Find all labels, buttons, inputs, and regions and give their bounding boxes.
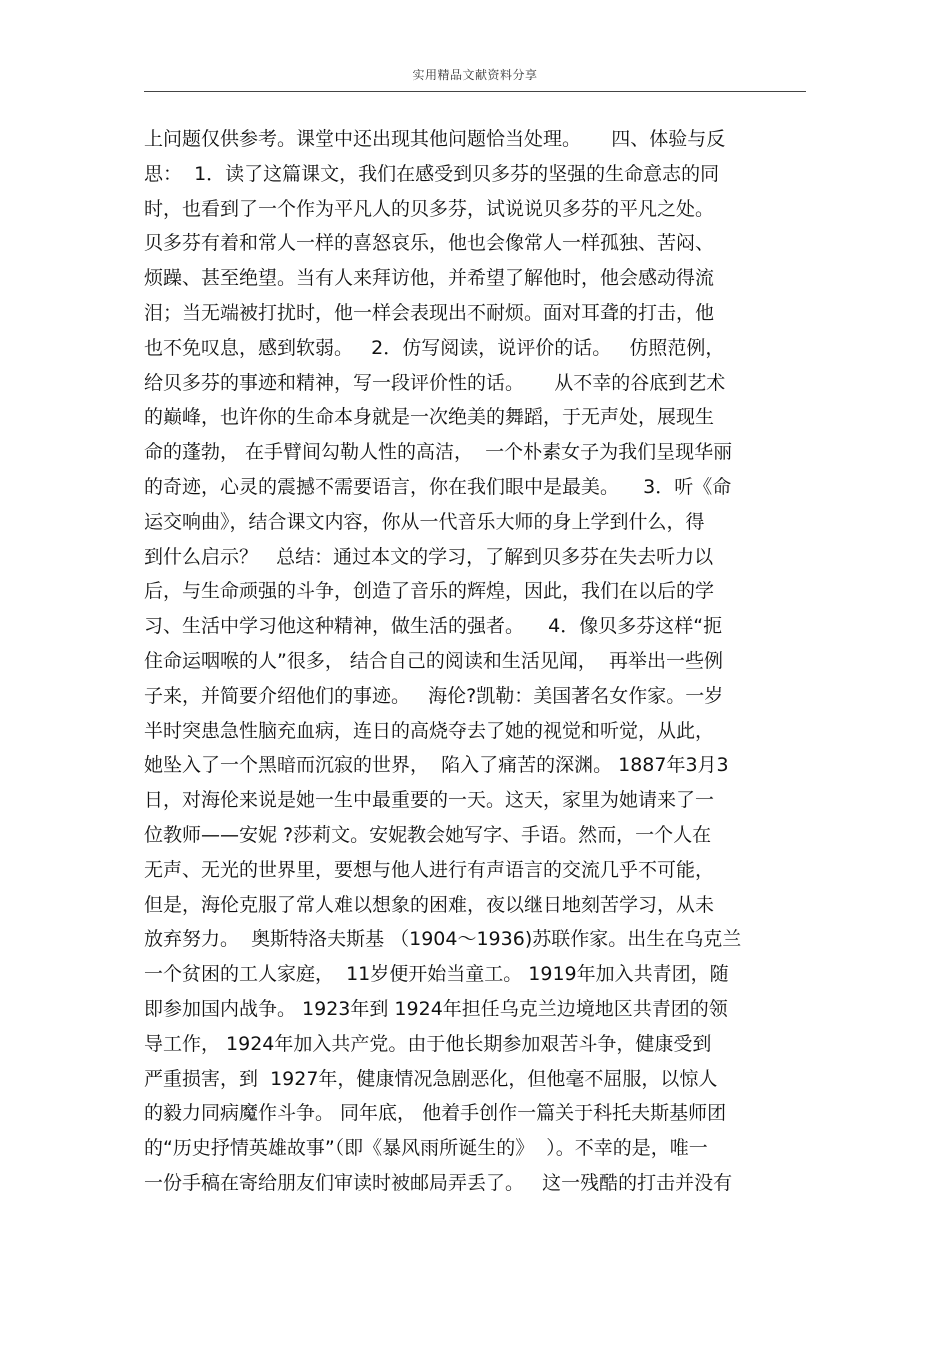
page-header: 实用精品文献资料分享 xyxy=(412,68,538,82)
text-line: 贝多芬有着和常人一样的喜怒哀乐，他也会像常人一样孤独、苦闷、 xyxy=(144,232,715,255)
text-line: 导工作， 1924年加入共产党。由于他长期参加艰苦斗争，健康受到 xyxy=(144,1032,712,1055)
text-line: 日，对海伦来说是她一生中最重要的一天。这天，家里为她请来了一 xyxy=(144,789,715,812)
text-line: 思： 1．读了这篇课文，我们在感受到贝多芬的坚强的生命意志的同 xyxy=(144,162,720,185)
text-line: 子来，并简要介绍他们的事迹。 海伦?凯勒：美国著名女作家。一岁 xyxy=(144,684,724,707)
text-line: 即参加国内战争。 1923年到 1924年担任乌克兰边境地区共青团的领 xyxy=(144,997,728,1020)
text-line: 的“历史抒情英雄故事”（即《暴风雨所诞生的》 ）。不幸的是，唯一 xyxy=(144,1137,708,1160)
text-line: 习、生活中学习他这种精神，做生活的强者。 4．像贝多芬这样“扼 xyxy=(144,615,723,638)
text-line: 住命运咽喉的人”很多， 结合自己的阅读和生活见闻， 再举出一些例 xyxy=(144,649,723,672)
text-line: 一个贫困的工人家庭， 11岁便开始当童工。 1919年加入共青团，随 xyxy=(144,963,729,986)
text-line: 的巅峰，也许你的生命本身就是一次绝美的舞蹈，于无声处，展现生 xyxy=(144,406,715,429)
text-line: 但是，海伦克服了常人难以想象的困难，夜以继日地刻苦学习，从未 xyxy=(144,893,715,916)
text-line: 烦躁、甚至绝望。当有人来拜访他，并希望了解他时，他会感动得流 xyxy=(144,267,715,290)
text-line: 严重损害，到 1927年，健康情况急剧恶化，但他毫不屈服，以惊人 xyxy=(144,1067,718,1090)
text-line: 的奇迹，心灵的震撼不需要语言，你在我们眼中是最美。 3．听《命 xyxy=(144,475,732,498)
text-line: 上问题仅供参考。课堂中还出现其他问题恰当处理。 四、体验与反 xyxy=(144,128,726,150)
text-line: 无声、无光的世界里，要想与他人进行有声语言的交流几乎不可能， xyxy=(144,858,715,881)
text-line: 半时突患急性脑充血病，连日的高烧夺去了她的视觉和听觉，从此， xyxy=(144,719,715,742)
text-line: 她坠入了一个黑暗而沉寂的世界， 陷入了痛苦的深渊。 1887年3月3 xyxy=(144,754,729,777)
text-line: 泪；当无端被打扰时，他一样会表现出不耐烦。面对耳聋的打击，他 xyxy=(144,301,715,324)
text-line: 运交响曲》，结合课文内容，你从一代音乐大师的身上学到什么，得 xyxy=(144,510,705,533)
text-line: 到什么启示？ 总结：通过本文的学习，了解到贝多芬在失去听力以 xyxy=(144,545,714,568)
document-body xyxy=(144,122,814,1201)
text-line: 给贝多芬的事迹和精神，写一段评价性的话。 从不幸的谷底到艺术 xyxy=(144,371,726,394)
text-line: 也不免叹息，感到软弱。 2．仿写阅读，说评价的话。 仿照范例， xyxy=(144,336,725,359)
text-line: 一份手稿在寄给朋友们审读时被邮局弄丢了。 这一残酷的打击并没有 xyxy=(144,1171,733,1194)
text-line: 时，也看到了一个作为平凡人的贝多芬，试说说贝多芬的平凡之处。 xyxy=(144,197,715,220)
text-line: 的毅力同病魔作斗争。 同年底， 他着手创作一篇关于科托夫斯基师团 xyxy=(144,1102,727,1125)
text-line: 位教师——安妮 ?莎莉文。安妮教会她写字、手语。然而，一个人在 xyxy=(144,823,712,846)
text-line: 放弃努力。 奥斯特洛夫斯基 （1904～1936)苏联作家。出生在乌克兰 xyxy=(144,928,742,951)
header-divider xyxy=(144,91,806,92)
text-line: 后，与生命顽强的斗争，创造了音乐的辉煌，因此，我们在以后的学 xyxy=(144,580,715,603)
text-line: 命的蓬勃， 在手臂间勾勒人性的高洁， 一个朴素女子为我们呈现华丽 xyxy=(144,441,733,464)
